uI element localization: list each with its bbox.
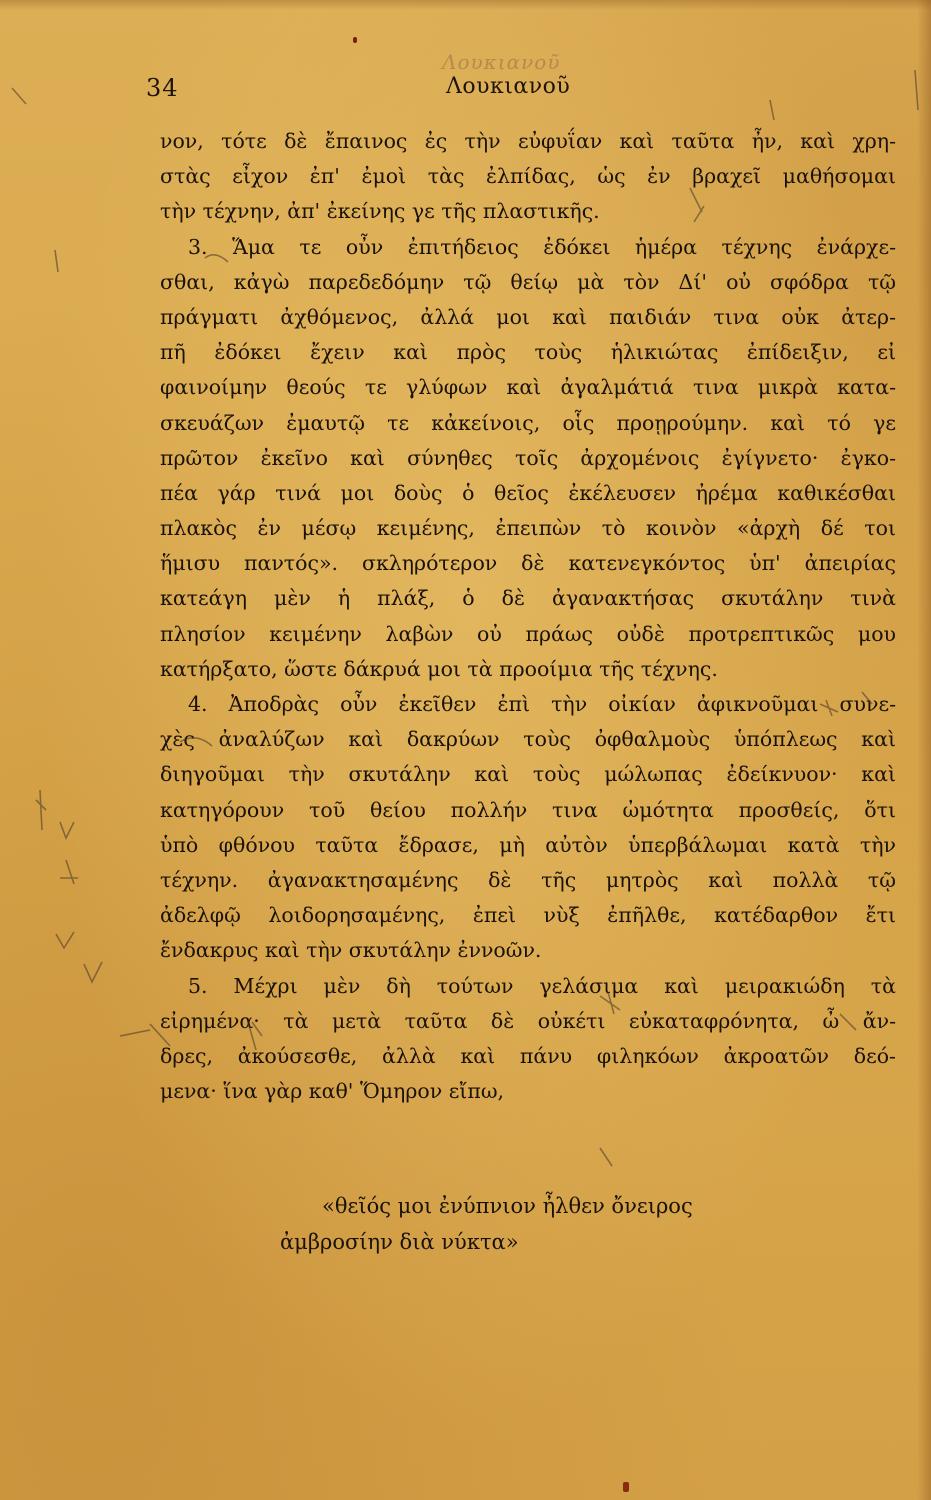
text-line: σκευάζων ἐμαυτῷ τε κἀκείνοις, οἷς προῃρούμην. καὶ τό γε <box>160 410 896 435</box>
text-line: πράγματι ἀχθόμενος, ἀλλά μοι καὶ παιδιάν τινα οὐκ ἀτερ- <box>160 304 896 329</box>
text-line: φαινοίμην θεούς τε γλύφων καὶ ἀγαλμάτιά τινα μικρὰ κατα- <box>160 375 896 400</box>
margin-check <box>60 822 74 838</box>
red-ink-dot <box>353 37 357 43</box>
pencil-annotation: Λουκιανοῦ <box>442 50 561 74</box>
text-line: χὲς ἀναλύζων καὶ δακρύων τοὺς ὀφθαλμοὺς ὑπόπλεως καὶ <box>160 727 896 752</box>
text-line: πρῶτον ἐκεῖνο καὶ σύνηθες τοῖς ἀρχομένοις ἐγίγνετο· ἐγκο- <box>160 445 896 470</box>
margin-stroke <box>60 860 78 884</box>
text-line: ἔνδακρυς καὶ τὴν σκυτάλην ἐννοῶν. <box>160 938 542 963</box>
page-number: 34 <box>146 74 179 102</box>
tick-mark <box>600 1148 612 1166</box>
body-text <box>160 124 896 1109</box>
text-line: κατήρξατο, ὥστε δάκρυά μοι τὰ προοίμια τῆς τέχνης. <box>160 656 718 681</box>
text-line: κατηγόρουν τοῦ θείου πολλήν τινα ὠμότητα προσθείς, ὅτι <box>160 797 896 822</box>
margin-check <box>56 932 74 948</box>
section-4-start: 4. Ἀποδρὰς οὖν ἐκεῖθεν ἐπὶ τὴν οἰκίαν ἀφικνοῦμαι συνε- <box>188 692 896 716</box>
text-line: πλησίον κειμένην λαβὼν οὐ πράως οὐδὲ προτρεπτικῶς μου <box>160 621 896 646</box>
margin-stroke <box>36 790 46 830</box>
text-line: μενα· ἵνα γὰρ καθ' Ὅμηρον εἴπω, <box>160 1079 505 1104</box>
text-line: ὑπὸ φθόνου ταῦτα ἔδρασε, μὴ αὐτὸν ὑπερβάλωμαι κατὰ τὴν <box>160 832 896 857</box>
text-line: τέχνην. ἀγανακτησαμένης δὲ τῆς μητρὸς καὶ πολλὰ τῷ <box>160 867 896 892</box>
homer-quotation <box>280 1188 693 1260</box>
text-line: διηγοῦμαι τὴν σκυτάλην καὶ τοὺς μώλωπας ἐδείκνυον· καὶ <box>160 762 896 787</box>
red-ink-smudge <box>623 1482 629 1492</box>
text-line: σθαι, κἀγὼ παρεδεδόμην τῷ θείῳ μὰ τὸν Δί' οὐ σφόδρα τῷ <box>160 269 896 294</box>
page-top-shadow <box>0 0 931 10</box>
page-header <box>0 74 931 114</box>
verse-line: «θεῖός μοι ἐνύπνιον ἦλθεν ὄνειρος <box>322 1194 693 1218</box>
text-line: στὰς εἶχον ἐπ' ἐμοὶ τὰς ἐλπίδας, ὡς ἐν βραχεῖ μαθήσομαι <box>160 164 896 189</box>
text-line: νον, τότε δὲ ἔπαινος ἐς τὴν εὐφυΐαν καὶ ταῦτα ἦν, καὶ χρη- <box>160 129 896 153</box>
margin-stroke <box>55 250 58 272</box>
text-line: δρες, ἀκούσεσθε, ἀλλὰ καὶ πάνυ φιληκόων ἀκροατῶν δεό- <box>160 1043 896 1068</box>
text-line: τὴν τέχνην, ἀπ' ἐκείνης γε τῆς πλαστικῆς. <box>160 199 600 224</box>
text-line: ἥμισυ παντός». σκληρότερον δὲ κατενεγκόντος ὑπ' ἀπειρίας <box>160 551 896 576</box>
section-3-start: 3. Ἅμα τε οὖν ἐπιτήδειος ἐδόκει ἡμέρα τέχνης ἐνάρχε- <box>188 234 896 259</box>
section-5-start: 5. Μέχρι μὲν δὴ τούτων γελάσιμα καὶ μειρακιώδη τὰ <box>188 973 896 998</box>
page-edge-shadow <box>917 0 931 1500</box>
verse-line: ἀμβροσίην διὰ νύκτα» <box>280 1230 519 1254</box>
running-head: Λουκιανοῦ <box>446 74 571 99</box>
margin-check <box>84 962 102 982</box>
text-line: πλακὸς ἐν μέσῳ κειμένης, ἐπειπὼν τὸ κοινὸν «ἀρχὴ δέ τοι <box>160 516 896 541</box>
text-line: εἰρημένα· τὰ μετὰ ταῦτα δὲ οὐκέτι εὐκαταφρόνητα, ὦ ἄν- <box>160 1008 896 1033</box>
text-line: πῆ ἐδόκει ἔχειν καὶ πρὸς τοὺς ἡλικιώτας ἐπίδειξιν, εἰ <box>160 340 896 365</box>
text-line: κατεάγη μὲν ἡ πλάξ, ὁ δὲ ἀγανακτήσας σκυτάλην τινὰ <box>160 586 896 611</box>
text-line: πέα γάρ τινά μοι δοὺς ὁ θεῖος ἐκέλευσεν ἠρέμα καθικέσθαι <box>160 480 896 505</box>
text-line: ἀδελφῷ λοιδορησαμένης, ἐπεὶ νὺξ ἐπῆλθε, κατέδαρθον ἔτι <box>160 903 896 928</box>
